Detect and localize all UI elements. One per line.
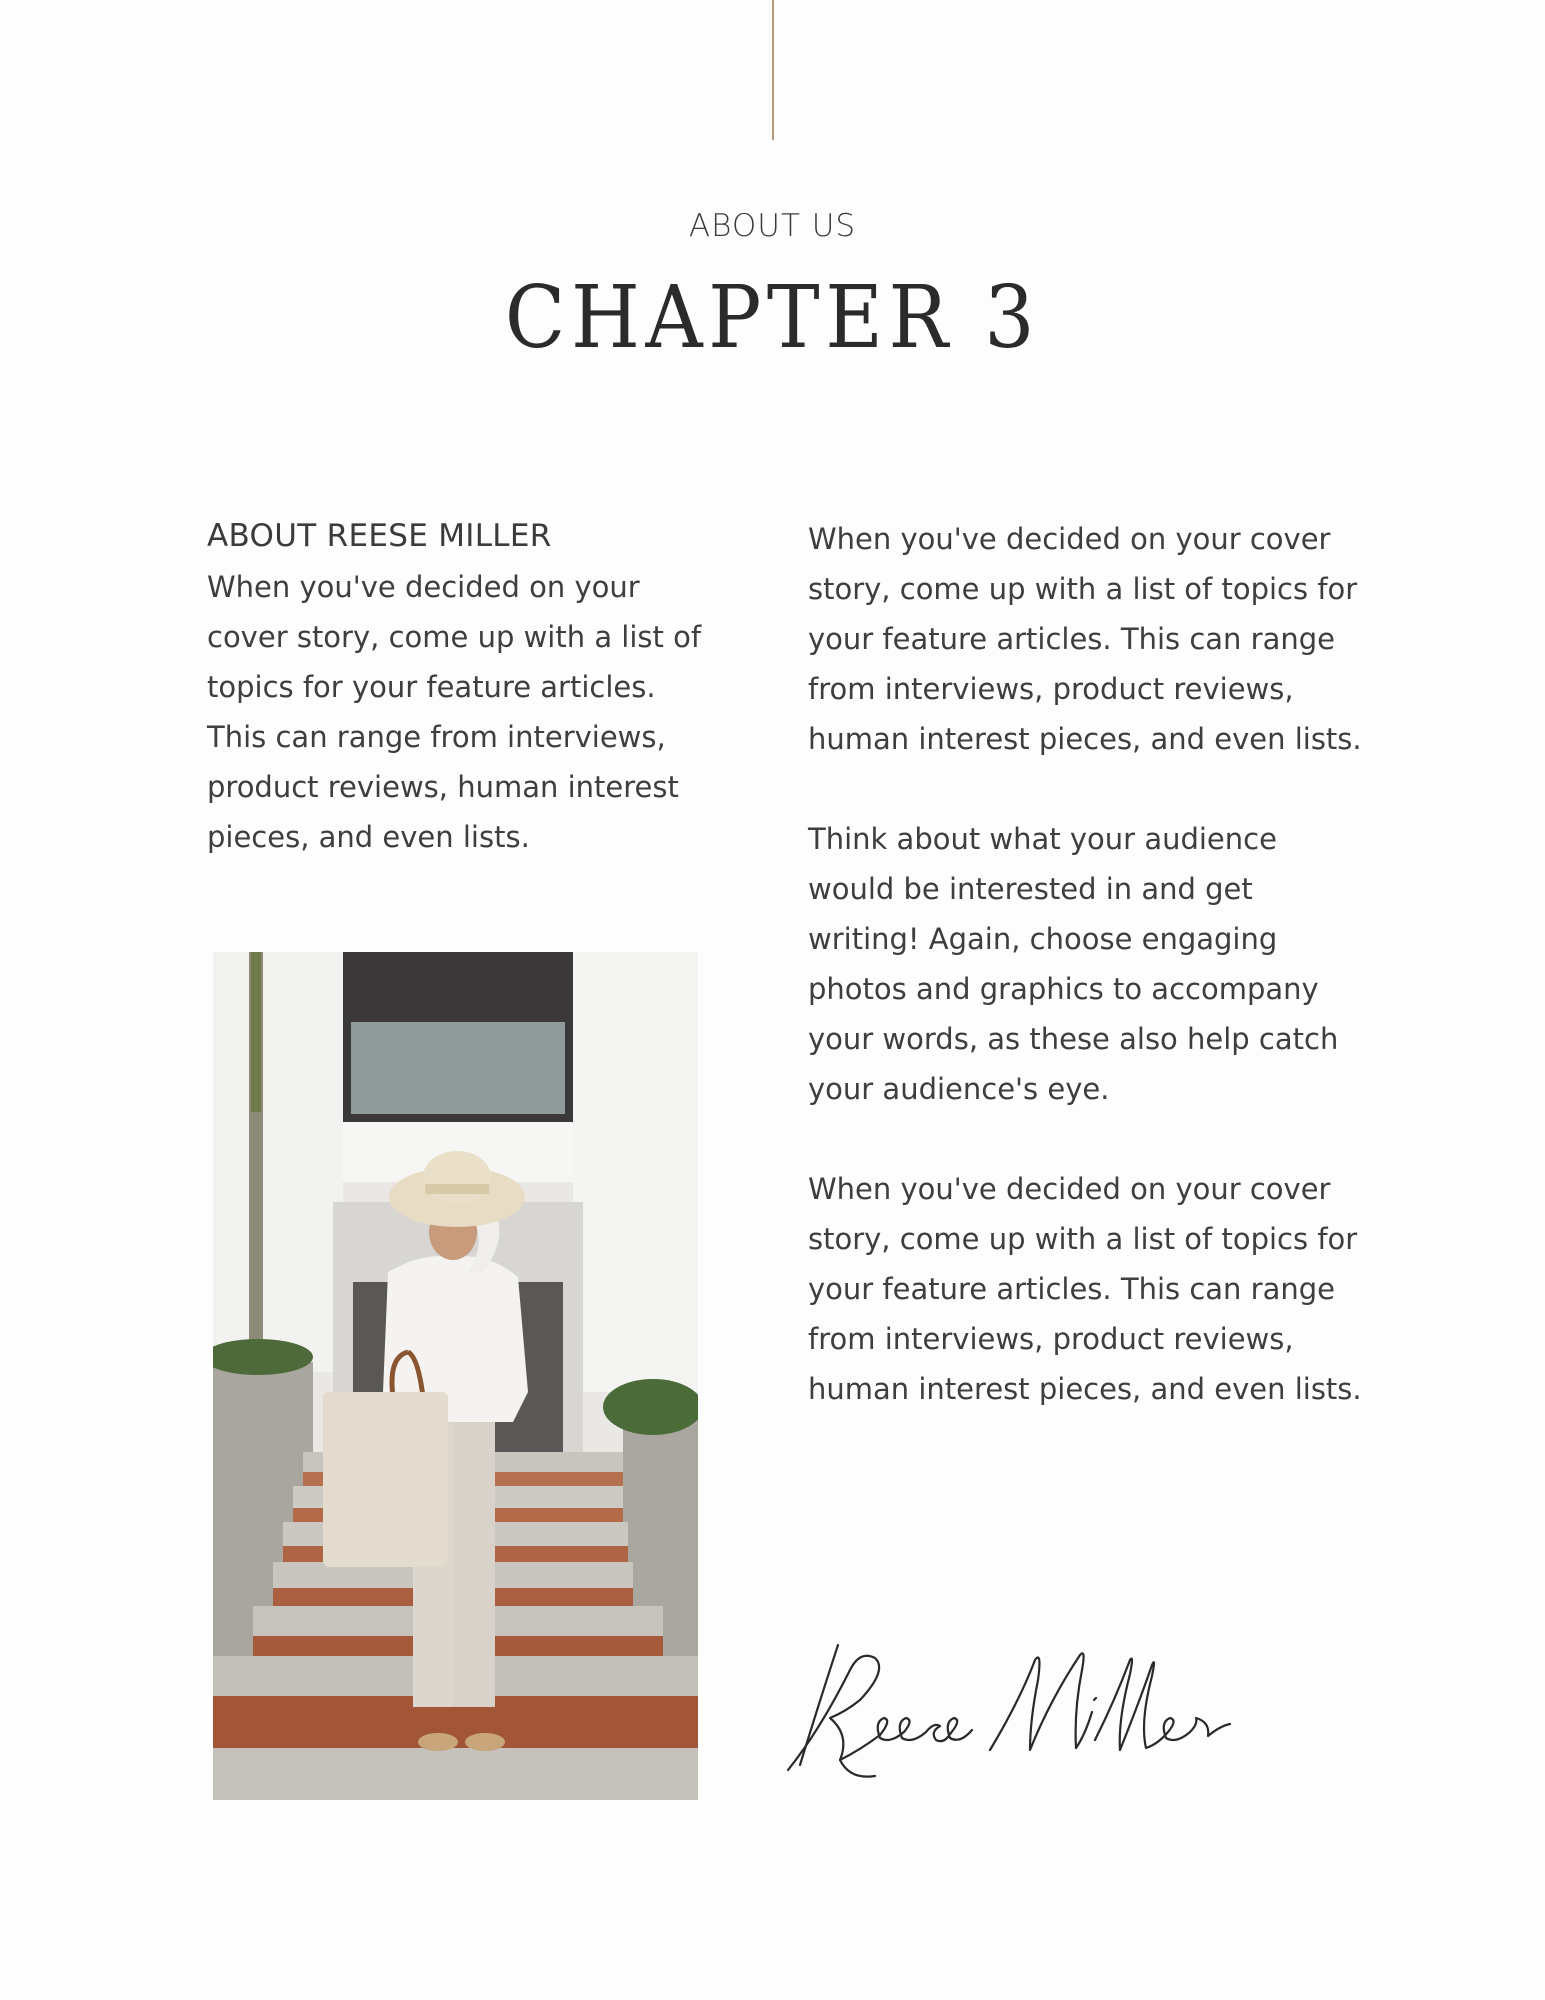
body-paragraph: When you've decided on your cover story, come up with a list of topics for your feature articles. This can range from interviews, product reviews, human interest pieces, and even lists. — [808, 522, 1362, 756]
section-eyebrow: ABOUT US — [688, 208, 857, 244]
top-divider-line — [772, 0, 774, 140]
left-column — [207, 518, 707, 862]
portrait-photo — [213, 952, 698, 1800]
signature — [780, 1640, 1240, 1790]
chapter-title: CHAPTER 3 — [504, 268, 1041, 368]
about-paragraph: When you've decided on your cover story, come up with a list of topics for your feature articles. This can range from interviews, product reviews, human interest pieces, and even lists. — [207, 570, 702, 854]
body-paragraph: Think about what your audience would be interested in and get writing! Again, choose engaging photos and graphics to accompany your words, as these also help catch your audience's eye. — [808, 822, 1339, 1106]
about-heading: ABOUT REESE MILLER — [207, 518, 552, 554]
right-column — [808, 514, 1368, 1464]
body-paragraph: When you've decided on your cover story, come up with a list of topics for your feature articles. This can range from interviews, product reviews, human interest pieces, and even lists. — [808, 1172, 1362, 1406]
